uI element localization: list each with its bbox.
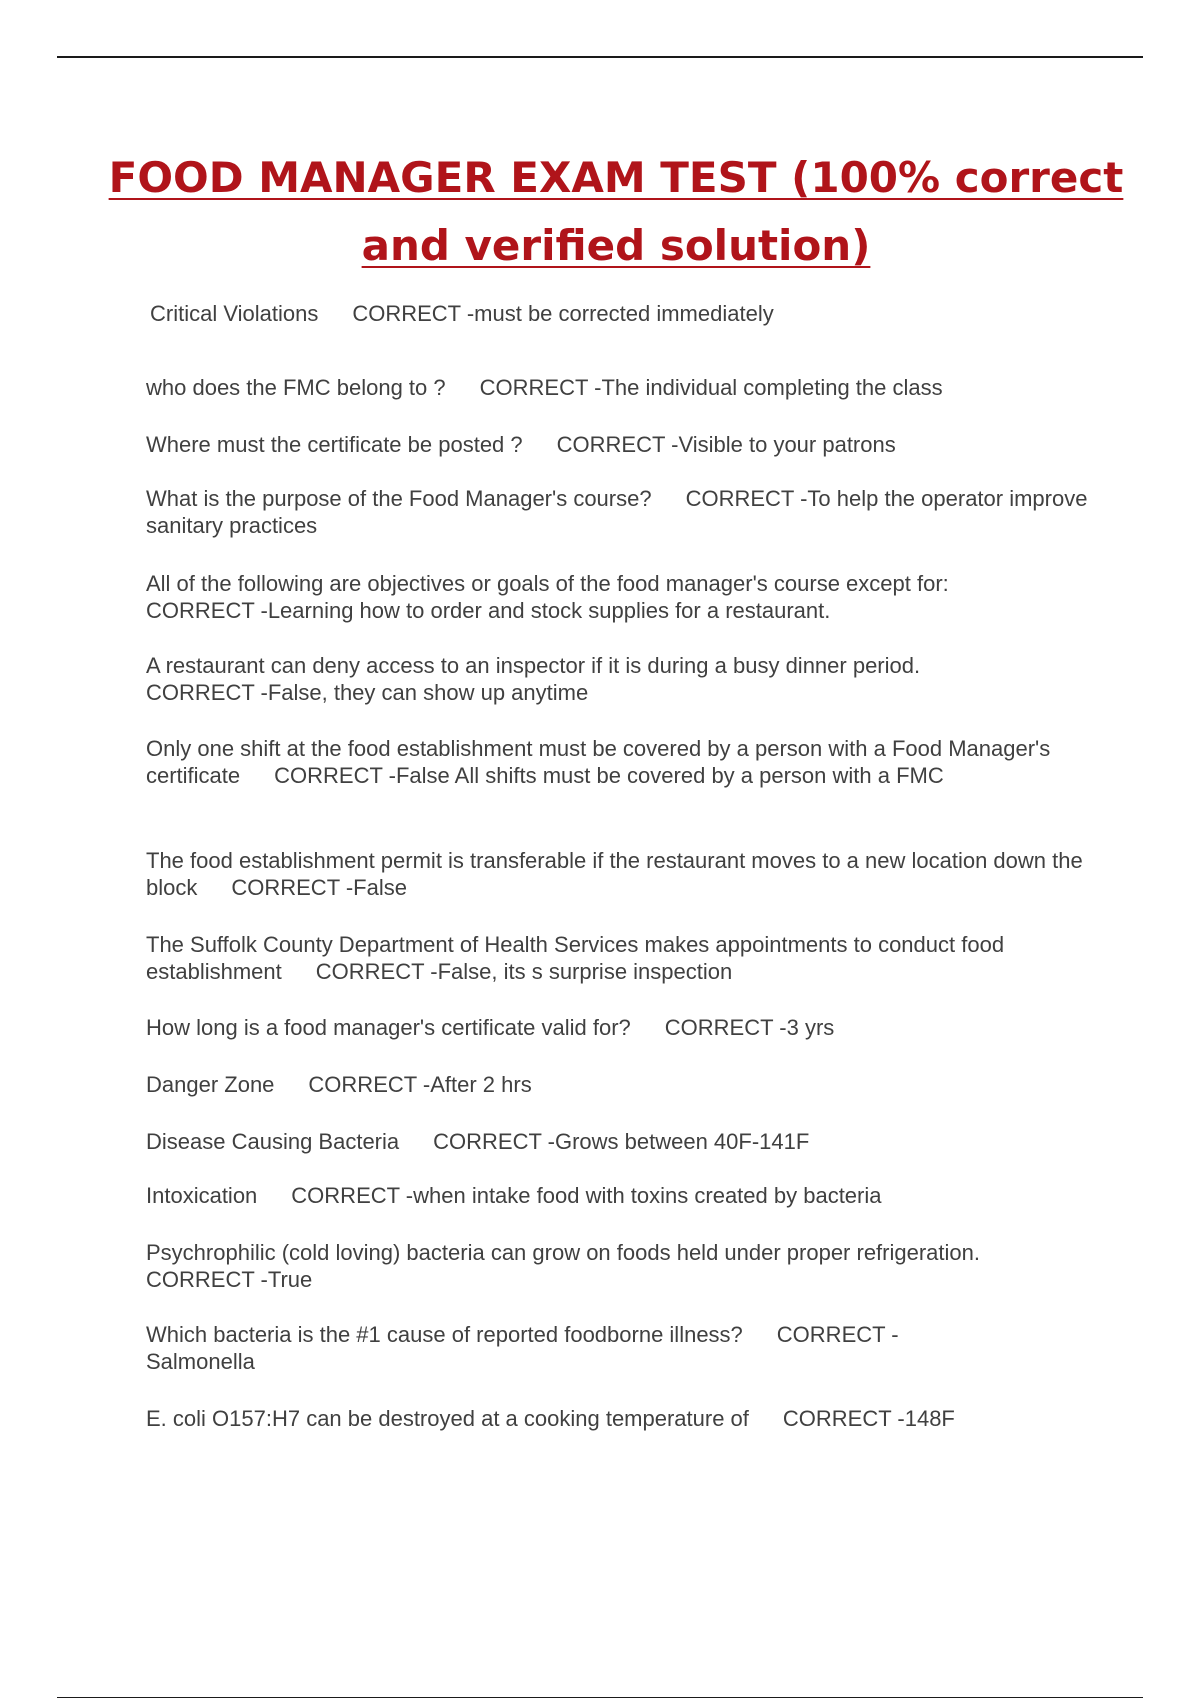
qa-item [146,1014,1096,1041]
qa-item [146,570,1066,624]
qa-item [150,300,1100,327]
top-rule [57,56,1143,58]
answer-text: CORRECT -148F [782,1406,955,1431]
question-text: The Suffolk County Department of Health Services makes appointments to conduct food establishment [146,932,1011,984]
answer-text: CORRECT -3 yrs [664,1015,835,1040]
answer-text: CORRECT -Visible to your patrons [556,432,896,457]
qa-item [146,1071,1096,1098]
qa-item [146,1239,1096,1293]
question-text: The food establishment permit is transferable if the restaurant moves to a new location down the block [146,848,1089,900]
answer-text: CORRECT - Salmonella [146,1322,905,1374]
qa-item [146,431,1096,458]
qa-item [146,1182,1096,1209]
qa-item [146,931,1066,985]
question-text: All of the following are objectives or goals of the food manager's course except for: [146,571,949,596]
qa-item [146,847,1096,901]
answer-text: CORRECT -The individual completing the class [479,375,943,400]
qa-item [146,485,1096,539]
answer-text: CORRECT -False, they can show up anytime [146,680,589,705]
qa-item [146,735,1096,789]
qa-item [146,1128,1096,1155]
qa-item [146,652,1046,706]
answer-text: CORRECT -must be corrected immediately [352,301,774,326]
question-text: Danger Zone [146,1072,275,1097]
bottom-rule [57,1697,1143,1698]
question-text: Psychrophilic (cold loving) bacteria can grow on foods held under proper refrigeration. [146,1240,981,1265]
qa-item [146,1321,996,1375]
answer-text: CORRECT -To help the operator improve sanitary practices [146,486,1094,538]
question-text: Where must the certificate be posted ? [146,432,523,457]
question-text: who does the FMC belong to ? [146,375,446,400]
question-text: Intoxication [146,1183,258,1208]
answer-text: CORRECT -False, its s surprise inspection [315,959,733,984]
question-text: How long is a food manager's certificate valid for? [146,1015,631,1040]
question-text: A restaurant can deny access to an inspector if it is during a busy dinner period. [146,653,921,678]
question-text: What is the purpose of the Food Manager's course? [146,486,652,511]
answer-text: CORRECT -True [146,1267,313,1292]
qa-item [146,374,1096,401]
question-text: E. coli O157:H7 can be destroyed at a cooking temperature of [146,1406,749,1431]
answer-text: CORRECT -Grows between 40F-141F [433,1129,810,1154]
question-text: Disease Causing Bacteria [146,1129,400,1154]
document-title: FOOD MANAGER EXAM TEST (100% correct and verified solution) [108,153,1124,270]
answer-text: CORRECT -Learning how to order and stock supplies for a restaurant. [146,598,831,623]
question-text: Only one shift at the food establishment must be covered by a person with a Food Manager's certificate [146,736,1057,788]
question-text: Which bacteria is the #1 cause of reported foodborne illness? [146,1322,743,1347]
answer-text: CORRECT -when intake food with toxins created by bacteria [291,1183,882,1208]
answer-text: CORRECT -After 2 hrs [308,1072,532,1097]
answer-text: CORRECT -False All shifts must be covered by a person with a FMC [274,763,944,788]
answer-text: CORRECT -False [231,875,407,900]
question-text: Critical Violations [150,301,319,326]
qa-item [146,1405,1096,1432]
